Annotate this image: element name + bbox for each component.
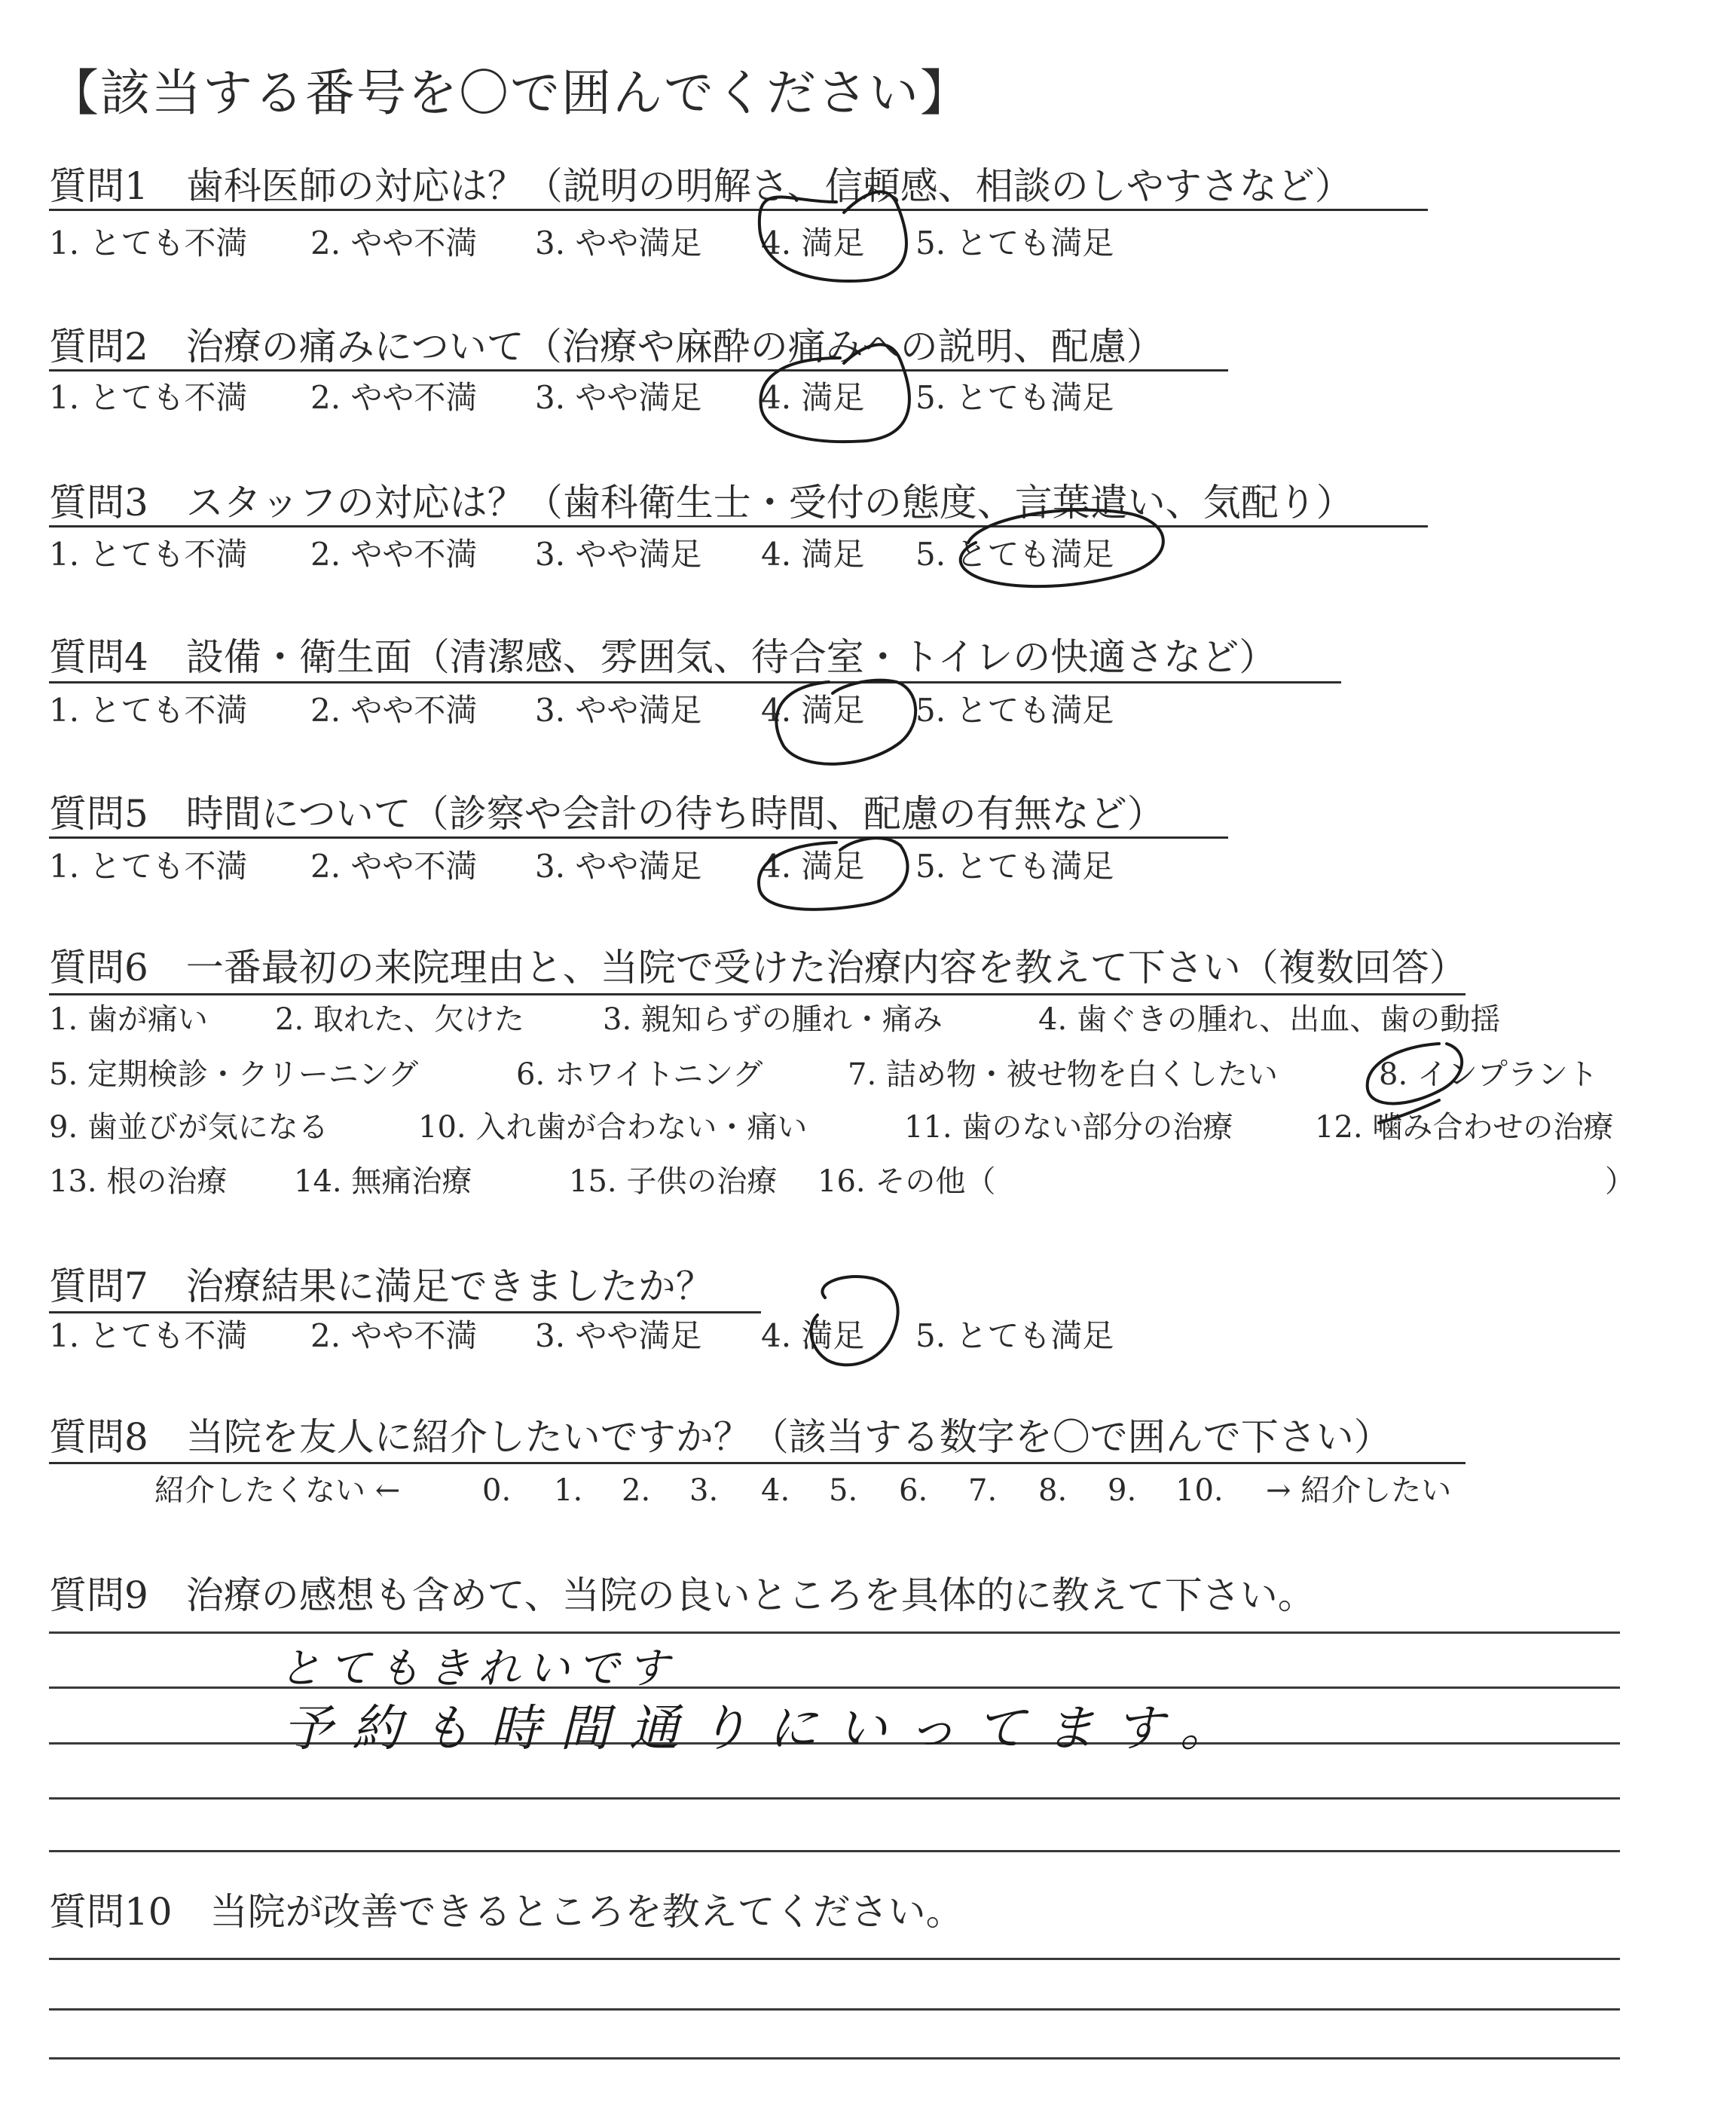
q4-option-1[interactable]: 1. とても不満: [49, 692, 248, 729]
q8-scale-1[interactable]: 1.: [554, 1473, 583, 1508]
q4-option-5[interactable]: 5. とても満足: [915, 692, 1114, 729]
q2-option-4[interactable]: 4. 満足: [761, 379, 865, 416]
q6-option-15[interactable]: 15. 子供の治療: [569, 1164, 778, 1199]
question-2-underline: [49, 369, 1228, 372]
q9-writing-line-5: [49, 1850, 1620, 1852]
q7-option-1[interactable]: 1. とても不満: [49, 1317, 248, 1354]
q6-option-7[interactable]: 7. 詰め物・被せ物を白くしたい: [848, 1057, 1278, 1092]
question-6-title: 質問6 一番最初の来院理由と、当院で受けた治療内容を教えて下さい（複数回答）: [49, 946, 1467, 989]
q8-left-label: 紹介したくない ←: [154, 1473, 401, 1508]
q6-option-8[interactable]: 8. インプラント: [1379, 1057, 1598, 1092]
question-10-title: 質問10 当院が改善できるところを教えてください。: [49, 1890, 964, 1934]
q10-writing-line-2: [49, 2008, 1620, 2011]
q7-option-5[interactable]: 5. とても満足: [915, 1317, 1114, 1354]
question-8-underline: [49, 1462, 1466, 1464]
q7-option-2[interactable]: 2. やや不満: [310, 1317, 478, 1354]
q6-other-close: ）: [1605, 1164, 1635, 1199]
q2-option-5[interactable]: 5. とても満足: [915, 379, 1114, 416]
q8-right-label: → 紹介したい: [1266, 1473, 1452, 1508]
question-5-underline: [49, 836, 1228, 839]
page-heading: 【該当する番号を〇で囲んでください】: [49, 64, 971, 122]
question-6-underline: [49, 993, 1466, 995]
q9-writing-line-1: [49, 1631, 1620, 1634]
q6-option-4[interactable]: 4. 歯ぐきの腫れ、出血、歯の動揺: [1038, 1002, 1501, 1037]
q3-option-3[interactable]: 3. やや満足: [535, 536, 702, 573]
question-1-underline: [49, 209, 1428, 211]
q6-option-14[interactable]: 14. 無痛治療: [294, 1164, 472, 1199]
q7-option-3[interactable]: 3. やや満足: [535, 1317, 702, 1354]
question-8-title: 質問8 当院を友人に紹介したいですか？（該当する数字を〇で囲んで下さい）: [49, 1415, 1392, 1459]
q6-option-3[interactable]: 3. 親知らずの腫れ・痛み: [603, 1002, 943, 1037]
question-4-title: 質問4 設備・衛生面（清潔感、雰囲気、待合室・トイレの快適さなど）: [49, 635, 1277, 679]
q8-scale-5[interactable]: 5.: [829, 1473, 858, 1508]
q2-option-2[interactable]: 2. やや不満: [310, 379, 478, 416]
q6-option-12[interactable]: 12. 噛み合わせの治療: [1315, 1110, 1614, 1145]
q1-option-1[interactable]: 1. とても不満: [49, 225, 248, 261]
question-4-underline: [49, 681, 1341, 683]
question-3-underline: [49, 525, 1428, 528]
q8-scale-10[interactable]: 10.: [1175, 1473, 1224, 1508]
q1-option-3[interactable]: 3. やや満足: [535, 225, 702, 261]
q10-writing-line-1: [49, 1958, 1620, 1960]
q8-scale-3[interactable]: 3.: [689, 1473, 719, 1508]
q8-scale-7[interactable]: 7.: [968, 1473, 998, 1508]
q3-option-2[interactable]: 2. やや不満: [310, 536, 478, 573]
q4-option-4[interactable]: 4. 満足: [761, 692, 865, 729]
q9-writing-line-4: [49, 1797, 1620, 1800]
q5-option-3[interactable]: 3. やや満足: [535, 848, 702, 885]
question-3-title: 質問3 スタッフの対応は？（歯科衛生士・受付の態度、言葉遣い、気配り）: [49, 481, 1354, 524]
question-9-title: 質問9 治療の感想も含めて、当院の良いところを具体的に教えて下さい。: [49, 1573, 1316, 1617]
q6-option-1[interactable]: 1. 歯が痛い: [49, 1002, 208, 1037]
question-2-title: 質問2 治療の痛みについて（治療や麻酔の痛みへの説明、配慮）: [49, 325, 1164, 368]
q6-option-16[interactable]: 16. その他（: [818, 1164, 996, 1199]
q8-scale-0[interactable]: 0.: [482, 1473, 512, 1508]
q4-option-3[interactable]: 3. やや満足: [535, 692, 702, 729]
question-1-title: 質問1 歯科医師の対応は？（説明の明解さ、信頼感、相談のしやすさなど）: [49, 164, 1352, 208]
q8-scale-2[interactable]: 2.: [622, 1473, 651, 1508]
q8-scale-8[interactable]: 8.: [1038, 1473, 1068, 1508]
q5-option-2[interactable]: 2. やや不満: [310, 848, 478, 885]
q8-scale-4[interactable]: 4.: [761, 1473, 790, 1508]
q5-option-1[interactable]: 1. とても不満: [49, 848, 248, 885]
q9-answer-line-1[interactable]: とてもきれいです: [279, 1644, 677, 1693]
q6-option-11[interactable]: 11. 歯のない部分の治療: [904, 1110, 1233, 1145]
q7-option-4[interactable]: 4. 満足: [761, 1317, 865, 1354]
q6-option-6[interactable]: 6. ホワイトニング: [516, 1057, 763, 1092]
q8-scale-6[interactable]: 6.: [899, 1473, 928, 1508]
q2-option-1[interactable]: 1. とても不満: [49, 379, 248, 416]
q6-option-5[interactable]: 5. 定期検診・クリーニング: [49, 1057, 419, 1092]
q5-option-4[interactable]: 4. 満足: [761, 848, 865, 885]
q8-scale-9[interactable]: 9.: [1108, 1473, 1137, 1508]
q9-answer-line-2[interactable]: 予約も時間通りにいってます。: [283, 1699, 1249, 1757]
q2-option-3[interactable]: 3. やや満足: [535, 379, 702, 416]
q3-option-4[interactable]: 4. 満足: [761, 536, 865, 573]
q4-option-2[interactable]: 2. やや不満: [310, 692, 478, 729]
q6-option-9[interactable]: 9. 歯並びが気になる: [49, 1110, 329, 1145]
q6-option-13[interactable]: 13. 根の治療: [49, 1164, 228, 1199]
q3-option-1[interactable]: 1. とても不満: [49, 536, 248, 573]
q6-option-2[interactable]: 2. 取れた、欠けた: [275, 1002, 524, 1037]
q6-option-10[interactable]: 10. 入れ歯が合わない・痛い: [418, 1110, 808, 1145]
q1-option-5[interactable]: 5. とても満足: [915, 225, 1114, 261]
question-7-underline: [49, 1311, 761, 1313]
q5-option-5[interactable]: 5. とても満足: [915, 848, 1114, 885]
q1-option-4[interactable]: 4. 満足: [761, 225, 865, 261]
q3-option-5[interactable]: 5. とても満足: [915, 536, 1114, 573]
q1-option-2[interactable]: 2. やや不満: [310, 225, 478, 261]
q10-writing-line-3: [49, 2057, 1620, 2060]
question-7-title: 質問7 治療結果に満足できましたか？: [49, 1264, 714, 1308]
question-5-title: 質問5 時間について（診察や会計の待ち時間、配慮の有無など）: [49, 792, 1165, 836]
